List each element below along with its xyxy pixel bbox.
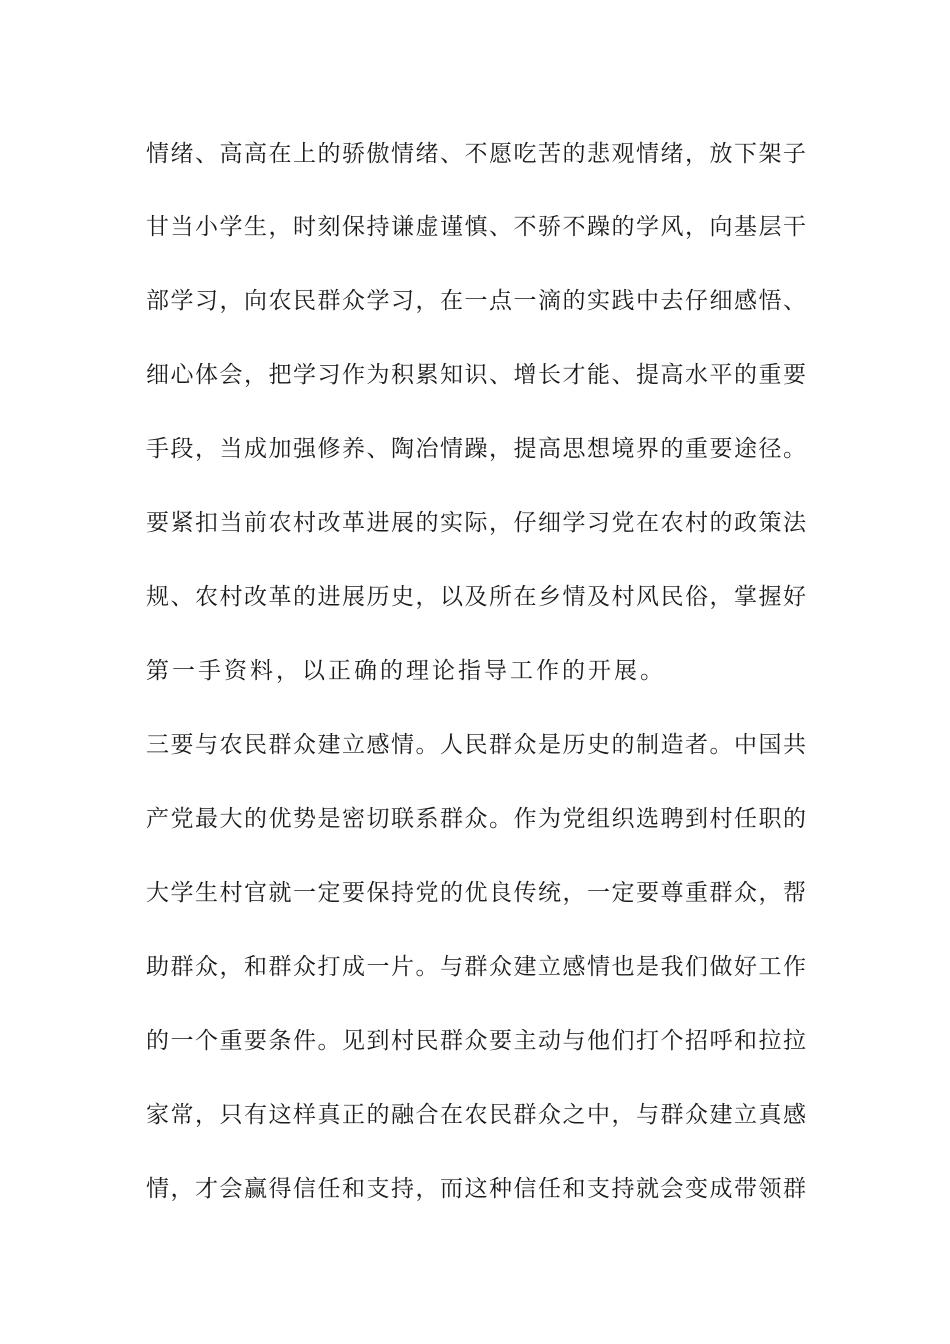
text-line: 的一个重要条件。见到村民群众要主动与他们打个招呼和拉拉: [146, 1028, 806, 1054]
text-line: 家常，只有这样真正的融合在农民群众之中，与群众建立真感: [146, 1102, 806, 1128]
text-line: 三要与农民群众建立感情。人民群众是历史的制造者。中国共: [146, 732, 806, 758]
text-line: 产党最大的优势是密切联系群众。作为党组织选聘到村任职的: [146, 806, 806, 832]
text-line: 情，才会赢得信任和支持，而这种信任和支持就会变成带领群: [146, 1176, 806, 1202]
text-line: 第一手资料，以正确的理论指导工作的开展。: [146, 658, 666, 684]
text-line: 手段，当成加强修养、陶冶情躁，提高思想境界的重要途径。: [146, 436, 806, 462]
text-line: 情绪、高高在上的骄傲情绪、不愿吃苦的悲观情绪，放下架子: [146, 141, 806, 167]
text-line: 甘当小学生，时刻保持谦虚谨慎、不骄不躁的学风，向基层干: [146, 214, 806, 240]
text-line: 细心体会，把学习作为积累知识、增长才能、提高水平的重要: [146, 362, 806, 388]
text-line: 部学习，向农民群众学习，在一点一滴的实践中去仔细感悟、: [146, 288, 806, 314]
text-line: 要紧扣当前农村改革进展的实际，仔细学习党在农村的政策法: [146, 510, 806, 536]
text-line: 大学生村官就一定要保持党的优良传统，一定要尊重群众，帮: [146, 880, 806, 906]
text-line: 助群众，和群众打成一片。与群众建立感情也是我们做好工作: [146, 954, 806, 980]
text-line: 规、农村改革的进展历史，以及所在乡情及村风民俗，掌握好: [146, 584, 806, 610]
